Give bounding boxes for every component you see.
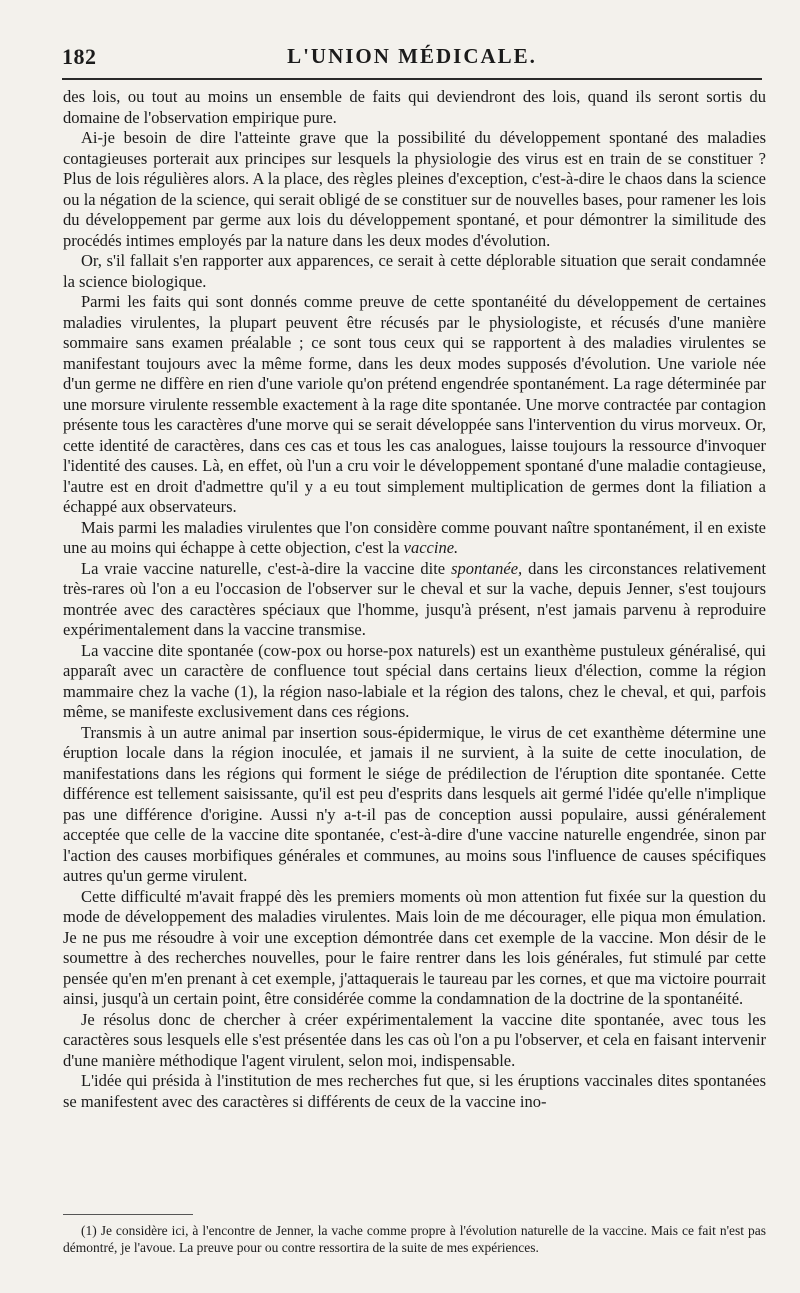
page-number: 182: [62, 44, 97, 69]
paragraph: Or, s'il fallait s'en rapporter aux apparences, ce serait à cette déplorable situation que serait condamnée la science biologique.: [63, 251, 766, 291]
page-header: [62, 40, 762, 76]
paragraph: Parmi les faits qui sont donnés comme preuve de cette spontanéité du développement de certaines maladies virulentes, la plupart peuvent être récusés par le physiologiste, et récusés d'une manière sommaire sans examen préalable ; ce sont tous ceux qui se rapportent à des maladies virulentes se manifestant toujours avec la même forme, dans les deux modes supposés d'évolution. Une variole née d'un germe ne diffère en rien d'une variole qu'on prétend engendrée spontanément. La rage déterminée par une morsure virulente ressemble exactement à la rage dite spontanée. Une morve contractée par contagion présente tous les caractères d'une morve qui se serait développée sans l'intervention du virus morveux. Or, cette identité de caractères, dans ces cas et tous les cas analogues, laisse toujours la ressource d'invoquer l'identité des causes. Là, en effet, où l'un a cru voir le développement spontané d'une maladie contagieuse, l'autre est en droit d'admettre qu'il y a eu tout simplement multiplication de germes dont la filiation a échappé aux observateurs.: [63, 292, 766, 516]
paragraph: des lois, ou tout au moins un ensemble de faits qui deviendront des lois, quand ils seront sortis du domaine de l'observation empirique pure.: [63, 87, 766, 127]
paragraph: [63, 518, 766, 559]
paragraph: [63, 559, 766, 641]
paragraph: Cette difficulté m'avait frappé dès les premiers moments où mon attention fut fixée sur la question du mode de développement des maladies virulentes. Mais loin de me décourager, elle piqua mon émulation. Je ne pus me résoudre à voir une exception démontrée dans cet exemple de la vaccine. Mon désir de le soumettre à des recherches nouvelles, pour le faire rentrer dans les lois générales, fut stimulé par cette pensée qu'en m'en prenant à cet exemple, j'attaquerais le taureau par les cornes, et que ma victoire pourrait ainsi, jusqu'à un certain point, être considérée comme la condamnation de la doctrine de la spontanéité.: [63, 886, 766, 1008]
header-rule: [62, 78, 762, 80]
body-text: [63, 87, 766, 1112]
paragraph-text: dans les circonstances relativement très-rares où l'on a eu l'occasion de l'observer sur le cheval et sur la vache, depuis Jenner, s'est toujours montrée avec des caractères spéciaux que l'homme, jusqu'à présent, n'est jamais parvenu à reproduire expérimentalement dans la vaccine transmise.: [63, 558, 767, 639]
footnote: (1) Je considère ici, à l'encontre de Jenner, la vache comme propre à l'évolution naturelle de la vaccine. Mais ce fait n'est pas démontré, je l'avoue. La preuve pour ou contre ressortira de la suite de mes expériences.: [63, 1223, 766, 1255]
paragraph-text: La vraie vaccine naturelle, c'est-à-dire la vaccine dite: [81, 558, 446, 578]
paragraph-text: Mais parmi les maladies virulentes que l'on considère comme pouvant naître spontanément, il en existe une au moins qui échappe à cette objection, c'est la: [63, 517, 766, 557]
footnote-rule: [63, 1214, 193, 1215]
paragraph: Je résolus donc de chercher à créer expérimentalement la vaccine dite spontanée, avec tous les caractères sous lesquels elle s'est présentée dans les cas où l'on a pu l'observer, et cela en faisant intervenir d'une manière méthodique l'agent virulent, selon moi, indispensable.: [63, 1009, 766, 1070]
italic-term: spontanée,: [451, 558, 523, 578]
paragraph: La vaccine dite spontanée (cow-pox ou horse-pox naturels) est un exanthème pustuleux généralisé, qui apparaît avec un caractère de confluence tout spécial dans certains lieux d'élection, comme la région mammaire chez la vache (1), la région naso-labiale et la région des talons, chez le cheval, et qui, parfois même, se manifeste exclusivement dans ces régions.: [63, 640, 766, 721]
paragraph: Ai-je besoin de dire l'atteinte grave que la possibilité du développement spontané des maladies contagieuses porterait aux principes sur lesquels la physiologie des virus est en train de se constituer ? Plus de lois régulières alors. A la place, des règles pleines d'exception, c'est-à-dire le chaos dans la science ou la négation de la science, qui serait obligé de se constituer sur de nouvelles bases, pour ramener les lois du développement par germe aux lois du développement spontané, et pour démontrer la similitude des procédés intimes employés par la nature dans les deux modes d'évolution.: [63, 128, 766, 250]
italic-term: vaccine.: [403, 538, 459, 557]
running-title: L'UNION MÉDICALE.: [287, 44, 537, 68]
paragraph: L'idée qui présida à l'institution de mes recherches fut que, si les éruptions vaccinales dites spontanées se manifestent avec des caractères si différents de ceux de la vaccine ino-: [63, 1071, 766, 1111]
paragraph: Transmis à un autre animal par insertion sous-épidermique, le virus de cet exanthème détermine une éruption locale dans la région inoculée, et jamais il ne survient, à la suite de cette inoculation, de manifestations dans les régions qui forment le siége de prédilection de l'éruption dite spontanée. Cette différence est tellement saisissante, qu'il est peu d'esprits dans lesquels ait germé l'idée qu'elle n'implique pas une différence d'origine. Aussi n'y a-t-il pas de conception aussi populaire, aussi généralement acceptée que celle de la vaccine dite spontanée, c'est-à-dire d'une vaccine naturelle engendrée, sinon par l'action des causes morbifiques générales et communes, au moins sous l'influence de causes spécifiques autres qu'un germe virulent.: [63, 722, 766, 885]
